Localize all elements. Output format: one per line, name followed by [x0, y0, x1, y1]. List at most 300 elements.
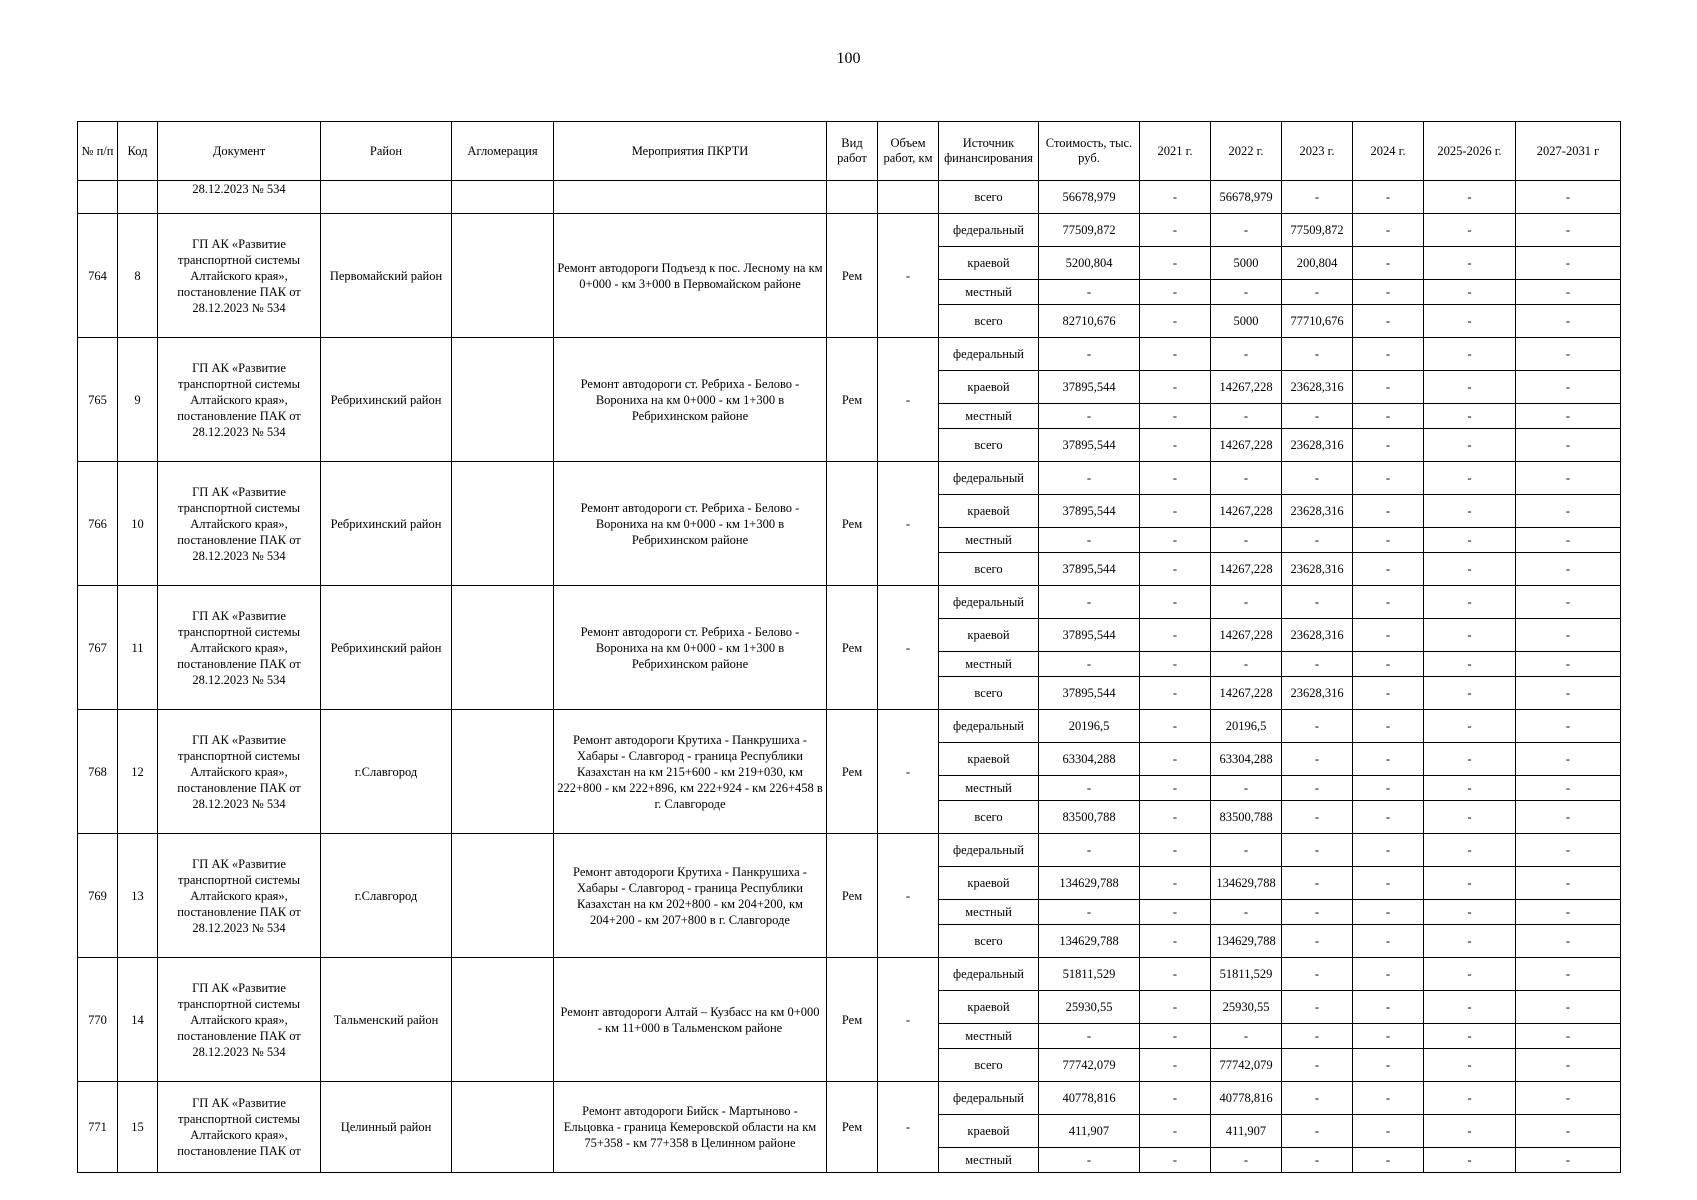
- volume-cell: -: [878, 462, 939, 586]
- cost-cell: 40778,816: [1039, 1082, 1140, 1115]
- y2025-2026-cell: -: [1424, 181, 1516, 214]
- table-row: [78, 586, 1621, 619]
- y2025-2026-cell: -: [1424, 743, 1516, 776]
- y2027-2031-cell: -: [1516, 429, 1621, 462]
- cost-cell: -: [1039, 652, 1140, 677]
- y2024-cell: -: [1353, 619, 1424, 652]
- y2023-cell: -: [1282, 652, 1353, 677]
- source-cell: федеральный: [939, 214, 1039, 247]
- volume-cell: -: [878, 1082, 939, 1173]
- y2025-2026-cell: -: [1424, 776, 1516, 801]
- y2024-cell: -: [1353, 495, 1424, 528]
- y2022-cell: -: [1211, 834, 1282, 867]
- source-cell: местный: [939, 776, 1039, 801]
- work-type-cell: [827, 181, 878, 214]
- work-type-cell: Рем: [827, 834, 878, 958]
- y2027-2031-cell: -: [1516, 834, 1621, 867]
- cost-cell: -: [1039, 776, 1140, 801]
- y2021-cell: -: [1140, 181, 1211, 214]
- y2023-cell: -: [1282, 586, 1353, 619]
- volume-cell: [878, 181, 939, 214]
- code-cell: 14: [118, 958, 158, 1082]
- cost-cell: 37895,544: [1039, 553, 1140, 586]
- y2023-cell: -: [1282, 1148, 1353, 1173]
- col-header-work-type: Вид работ: [827, 122, 878, 181]
- y2024-cell: -: [1353, 776, 1424, 801]
- y2021-cell: -: [1140, 677, 1211, 710]
- y2024-cell: -: [1353, 371, 1424, 404]
- col-header-code: Код: [118, 122, 158, 181]
- y2027-2031-cell: -: [1516, 958, 1621, 991]
- y2025-2026-cell: -: [1424, 214, 1516, 247]
- y2025-2026-cell: -: [1424, 586, 1516, 619]
- cost-cell: -: [1039, 280, 1140, 305]
- cost-cell: 51811,529: [1039, 958, 1140, 991]
- source-cell: всего: [939, 677, 1039, 710]
- code-cell: 15: [118, 1082, 158, 1173]
- y2025-2026-cell: -: [1424, 305, 1516, 338]
- y2022-cell: 14267,228: [1211, 371, 1282, 404]
- district-cell: Ребрихинский район: [321, 586, 452, 710]
- district-cell: Ребрихинский район: [321, 462, 452, 586]
- y2021-cell: -: [1140, 280, 1211, 305]
- agglomeration-cell: [452, 586, 554, 710]
- district-cell: г.Славгород: [321, 834, 452, 958]
- y2021-cell: -: [1140, 991, 1211, 1024]
- y2024-cell: -: [1353, 991, 1424, 1024]
- cost-cell: 25930,55: [1039, 991, 1140, 1024]
- y2027-2031-cell: -: [1516, 652, 1621, 677]
- col-header-source: Источник финансирования: [939, 122, 1039, 181]
- table-row: [78, 1082, 1621, 1115]
- num-cell: 767: [78, 586, 118, 710]
- y2025-2026-cell: -: [1424, 900, 1516, 925]
- y2021-cell: -: [1140, 958, 1211, 991]
- y2027-2031-cell: -: [1516, 619, 1621, 652]
- source-cell: местный: [939, 1024, 1039, 1049]
- cost-cell: -: [1039, 462, 1140, 495]
- y2023-cell: 23628,316: [1282, 495, 1353, 528]
- y2024-cell: -: [1353, 280, 1424, 305]
- cost-cell: 20196,5: [1039, 710, 1140, 743]
- y2021-cell: -: [1140, 404, 1211, 429]
- col-header-agglomeration: Агломерация: [452, 122, 554, 181]
- y2022-cell: 40778,816: [1211, 1082, 1282, 1115]
- y2024-cell: -: [1353, 652, 1424, 677]
- table-row: [78, 214, 1621, 247]
- source-cell: всего: [939, 429, 1039, 462]
- source-cell: федеральный: [939, 338, 1039, 371]
- y2022-cell: -: [1211, 1024, 1282, 1049]
- volume-cell: -: [878, 214, 939, 338]
- work-type-cell: Рем: [827, 462, 878, 586]
- y2021-cell: -: [1140, 925, 1211, 958]
- y2024-cell: -: [1353, 958, 1424, 991]
- y2022-cell: 56678,979: [1211, 181, 1282, 214]
- y2024-cell: -: [1353, 1049, 1424, 1082]
- y2023-cell: -: [1282, 991, 1353, 1024]
- y2021-cell: -: [1140, 652, 1211, 677]
- y2022-cell: -: [1211, 1148, 1282, 1173]
- source-cell: краевой: [939, 991, 1039, 1024]
- page-number: 100: [836, 50, 861, 67]
- y2024-cell: -: [1353, 429, 1424, 462]
- y2023-cell: 200,804: [1282, 247, 1353, 280]
- cost-cell: 37895,544: [1039, 677, 1140, 710]
- y2022-cell: 5000: [1211, 247, 1282, 280]
- source-cell: федеральный: [939, 834, 1039, 867]
- source-cell: всего: [939, 181, 1039, 214]
- col-header-measure: Мероприятия ПКРТИ: [554, 122, 827, 181]
- y2022-cell: 14267,228: [1211, 495, 1282, 528]
- source-cell: краевой: [939, 1115, 1039, 1148]
- y2025-2026-cell: -: [1424, 677, 1516, 710]
- y2025-2026-cell: -: [1424, 801, 1516, 834]
- y2027-2031-cell: -: [1516, 214, 1621, 247]
- y2027-2031-cell: -: [1516, 1148, 1621, 1173]
- source-cell: местный: [939, 900, 1039, 925]
- y2022-cell: -: [1211, 338, 1282, 371]
- district-cell: Ребрихинский район: [321, 338, 452, 462]
- num-cell: 766: [78, 462, 118, 586]
- y2021-cell: -: [1140, 429, 1211, 462]
- y2025-2026-cell: -: [1424, 495, 1516, 528]
- y2027-2031-cell: -: [1516, 247, 1621, 280]
- y2021-cell: -: [1140, 495, 1211, 528]
- cost-cell: -: [1039, 1024, 1140, 1049]
- work-type-cell: Рем: [827, 1082, 878, 1173]
- y2027-2031-cell: -: [1516, 743, 1621, 776]
- document-cell: ГП АК «Развитие транспортной системы Алтайского края», постановление ПАК от 28.12.2023 № 534: [158, 710, 321, 834]
- y2025-2026-cell: -: [1424, 528, 1516, 553]
- y2027-2031-cell: -: [1516, 181, 1621, 214]
- y2025-2026-cell: -: [1424, 1024, 1516, 1049]
- district-cell: Тальменский район: [321, 958, 452, 1082]
- measure-cell: Ремонт автодороги ст. Ребриха - Белово - Ворониха на км 0+000 - км 1+300 в Ребрихинском районе: [554, 338, 827, 462]
- y2025-2026-cell: -: [1424, 280, 1516, 305]
- measure-cell: Ремонт автодороги Подъезд к пос. Лесному на км 0+000 - км 3+000 в Первомайском районе: [554, 214, 827, 338]
- y2023-cell: -: [1282, 867, 1353, 900]
- y2022-cell: 5000: [1211, 305, 1282, 338]
- y2022-cell: 77742,079: [1211, 1049, 1282, 1082]
- y2023-cell: -: [1282, 1115, 1353, 1148]
- y2022-cell: -: [1211, 776, 1282, 801]
- y2024-cell: -: [1353, 586, 1424, 619]
- source-cell: краевой: [939, 867, 1039, 900]
- y2023-cell: -: [1282, 462, 1353, 495]
- volume-cell: -: [878, 338, 939, 462]
- table-row: [78, 462, 1621, 495]
- measure-cell: Ремонт автодороги Бийск - Мартыново - Ельцовка - граница Кемеровской области на км 75+358 - км 77+358 в Целинном районе: [554, 1082, 827, 1173]
- source-cell: федеральный: [939, 958, 1039, 991]
- source-cell: краевой: [939, 619, 1039, 652]
- y2025-2026-cell: -: [1424, 1148, 1516, 1173]
- y2027-2031-cell: -: [1516, 1024, 1621, 1049]
- y2022-cell: -: [1211, 652, 1282, 677]
- y2027-2031-cell: -: [1516, 677, 1621, 710]
- source-cell: краевой: [939, 495, 1039, 528]
- col-header-cost: Стоимость, тыс. руб.: [1039, 122, 1140, 181]
- cost-cell: 134629,788: [1039, 925, 1140, 958]
- code-cell: 9: [118, 338, 158, 462]
- y2024-cell: -: [1353, 247, 1424, 280]
- y2021-cell: -: [1140, 214, 1211, 247]
- source-cell: всего: [939, 801, 1039, 834]
- y2023-cell: 23628,316: [1282, 677, 1353, 710]
- y2024-cell: -: [1353, 404, 1424, 429]
- work-type-cell: Рем: [827, 586, 878, 710]
- y2023-cell: -: [1282, 801, 1353, 834]
- code-cell: 11: [118, 586, 158, 710]
- measure-cell: Ремонт автодороги Крутиха - Панкрушиха - Хабары - Славгород - граница Республики Казахстан на км 202+800 - км 204+200, км 204+200 - км 207+800 в г. Славгороде: [554, 834, 827, 958]
- col-header-district: Район: [321, 122, 452, 181]
- y2021-cell: -: [1140, 1148, 1211, 1173]
- y2027-2031-cell: -: [1516, 776, 1621, 801]
- agglomeration-cell: [452, 958, 554, 1082]
- y2022-cell: 25930,55: [1211, 991, 1282, 1024]
- y2021-cell: -: [1140, 710, 1211, 743]
- district-cell: Целинный район: [321, 1082, 452, 1173]
- y2024-cell: -: [1353, 867, 1424, 900]
- num-cell: 771: [78, 1082, 118, 1173]
- document-cell: 28.12.2023 № 534: [158, 181, 321, 214]
- measure-cell: Ремонт автодороги ст. Ребриха - Белово - Ворониха на км 0+000 - км 1+300 в Ребрихинском районе: [554, 586, 827, 710]
- y2025-2026-cell: -: [1424, 619, 1516, 652]
- work-type-cell: Рем: [827, 338, 878, 462]
- y2027-2031-cell: -: [1516, 991, 1621, 1024]
- y2024-cell: -: [1353, 925, 1424, 958]
- y2023-cell: 77509,872: [1282, 214, 1353, 247]
- y2021-cell: -: [1140, 586, 1211, 619]
- y2022-cell: -: [1211, 528, 1282, 553]
- y2024-cell: -: [1353, 214, 1424, 247]
- y2022-cell: 14267,228: [1211, 677, 1282, 710]
- y2021-cell: -: [1140, 1024, 1211, 1049]
- y2024-cell: -: [1353, 900, 1424, 925]
- y2024-cell: -: [1353, 834, 1424, 867]
- y2027-2031-cell: -: [1516, 801, 1621, 834]
- y2024-cell: -: [1353, 677, 1424, 710]
- cost-cell: 56678,979: [1039, 181, 1140, 214]
- y2021-cell: -: [1140, 1115, 1211, 1148]
- y2022-cell: 134629,788: [1211, 867, 1282, 900]
- source-cell: местный: [939, 404, 1039, 429]
- y2027-2031-cell: -: [1516, 1049, 1621, 1082]
- table-row: [78, 834, 1621, 867]
- y2021-cell: -: [1140, 834, 1211, 867]
- table-row: [78, 338, 1621, 371]
- measure-cell: Ремонт автодороги Крутиха - Панкрушиха - Хабары - Славгород - граница Республики Казахстан на км 215+600 - км 219+030, км 222+800 - км 222+896, км 222+924 - км 226+458 в г. Славгороде: [554, 710, 827, 834]
- y2022-cell: -: [1211, 214, 1282, 247]
- cost-cell: 83500,788: [1039, 801, 1140, 834]
- y2027-2031-cell: -: [1516, 1082, 1621, 1115]
- source-cell: федеральный: [939, 586, 1039, 619]
- cost-cell: -: [1039, 528, 1140, 553]
- cost-cell: -: [1039, 900, 1140, 925]
- y2023-cell: -: [1282, 900, 1353, 925]
- document-cell: ГП АК «Развитие транспортной системы Алтайского края», постановление ПАК от 28.12.2023 № 534: [158, 214, 321, 338]
- agglomeration-cell: [452, 1082, 554, 1173]
- y2023-cell: -: [1282, 528, 1353, 553]
- y2021-cell: -: [1140, 743, 1211, 776]
- y2023-cell: -: [1282, 1024, 1353, 1049]
- y2021-cell: -: [1140, 371, 1211, 404]
- agglomeration-cell: [452, 214, 554, 338]
- document-cell: ГП АК «Развитие транспортной системы Алтайского края», постановление ПАК от: [158, 1082, 321, 1173]
- district-cell: Первомайский район: [321, 214, 452, 338]
- cost-cell: 5200,804: [1039, 247, 1140, 280]
- code-cell: 13: [118, 834, 158, 958]
- y2021-cell: -: [1140, 528, 1211, 553]
- y2027-2031-cell: -: [1516, 586, 1621, 619]
- y2027-2031-cell: -: [1516, 528, 1621, 553]
- source-cell: местный: [939, 280, 1039, 305]
- col-header-2024: 2024 г.: [1353, 122, 1424, 181]
- y2027-2031-cell: -: [1516, 495, 1621, 528]
- y2024-cell: -: [1353, 1115, 1424, 1148]
- volume-cell: -: [878, 958, 939, 1082]
- y2022-cell: 411,907: [1211, 1115, 1282, 1148]
- cost-cell: -: [1039, 1148, 1140, 1173]
- y2022-cell: -: [1211, 462, 1282, 495]
- y2024-cell: -: [1353, 1024, 1424, 1049]
- y2024-cell: -: [1353, 1148, 1424, 1173]
- work-type-cell: Рем: [827, 958, 878, 1082]
- y2022-cell: -: [1211, 404, 1282, 429]
- y2025-2026-cell: -: [1424, 958, 1516, 991]
- y2021-cell: -: [1140, 1049, 1211, 1082]
- y2023-cell: -: [1282, 743, 1353, 776]
- y2027-2031-cell: -: [1516, 925, 1621, 958]
- num-cell: 768: [78, 710, 118, 834]
- y2023-cell: -: [1282, 181, 1353, 214]
- code-cell: 8: [118, 214, 158, 338]
- y2022-cell: 20196,5: [1211, 710, 1282, 743]
- cost-cell: -: [1039, 834, 1140, 867]
- y2023-cell: 77710,676: [1282, 305, 1353, 338]
- cost-cell: 134629,788: [1039, 867, 1140, 900]
- y2023-cell: 23628,316: [1282, 429, 1353, 462]
- cost-cell: -: [1039, 404, 1140, 429]
- cost-cell: 37895,544: [1039, 429, 1140, 462]
- y2023-cell: -: [1282, 1049, 1353, 1082]
- num-cell: 770: [78, 958, 118, 1082]
- y2027-2031-cell: -: [1516, 867, 1621, 900]
- code-cell: 10: [118, 462, 158, 586]
- source-cell: федеральный: [939, 710, 1039, 743]
- col-header-volume: Объем работ, км: [878, 122, 939, 181]
- program-table: [77, 121, 1621, 1173]
- work-type-cell: Рем: [827, 710, 878, 834]
- y2024-cell: -: [1353, 528, 1424, 553]
- source-cell: федеральный: [939, 1082, 1039, 1115]
- y2021-cell: -: [1140, 338, 1211, 371]
- y2025-2026-cell: -: [1424, 991, 1516, 1024]
- y2025-2026-cell: -: [1424, 925, 1516, 958]
- y2025-2026-cell: -: [1424, 338, 1516, 371]
- cost-cell: 77742,079: [1039, 1049, 1140, 1082]
- col-header-2027-2031: 2027-2031 г: [1516, 122, 1621, 181]
- volume-cell: -: [878, 586, 939, 710]
- y2023-cell: -: [1282, 958, 1353, 991]
- y2025-2026-cell: -: [1424, 371, 1516, 404]
- volume-cell: -: [878, 834, 939, 958]
- y2023-cell: 23628,316: [1282, 553, 1353, 586]
- source-cell: краевой: [939, 743, 1039, 776]
- y2024-cell: -: [1353, 462, 1424, 495]
- measure-cell: [554, 181, 827, 214]
- y2023-cell: -: [1282, 280, 1353, 305]
- cost-cell: 37895,544: [1039, 495, 1140, 528]
- y2023-cell: -: [1282, 1082, 1353, 1115]
- y2021-cell: -: [1140, 867, 1211, 900]
- y2024-cell: -: [1353, 710, 1424, 743]
- y2023-cell: -: [1282, 925, 1353, 958]
- y2025-2026-cell: -: [1424, 553, 1516, 586]
- measure-cell: Ремонт автодороги Алтай – Кузбасс на км 0+000 - км 11+000 в Тальменском районе: [554, 958, 827, 1082]
- y2022-cell: 14267,228: [1211, 553, 1282, 586]
- y2022-cell: 63304,288: [1211, 743, 1282, 776]
- agglomeration-cell: [452, 834, 554, 958]
- y2022-cell: 14267,228: [1211, 429, 1282, 462]
- header-row: [78, 122, 1621, 181]
- y2022-cell: 51811,529: [1211, 958, 1282, 991]
- y2024-cell: -: [1353, 743, 1424, 776]
- y2021-cell: -: [1140, 619, 1211, 652]
- col-header-num: № п/п: [78, 122, 118, 181]
- y2024-cell: -: [1353, 181, 1424, 214]
- table-row: [78, 710, 1621, 743]
- document-cell: ГП АК «Развитие транспортной системы Алтайского края», постановление ПАК от 28.12.2023 № 534: [158, 834, 321, 958]
- source-cell: федеральный: [939, 462, 1039, 495]
- cost-cell: 37895,544: [1039, 371, 1140, 404]
- district-cell: г.Славгород: [321, 710, 452, 834]
- y2022-cell: -: [1211, 586, 1282, 619]
- y2027-2031-cell: -: [1516, 280, 1621, 305]
- document-cell: ГП АК «Развитие транспортной системы Алтайского края», постановление ПАК от 28.12.2023 № 534: [158, 958, 321, 1082]
- cost-cell: 411,907: [1039, 1115, 1140, 1148]
- y2027-2031-cell: -: [1516, 305, 1621, 338]
- y2023-cell: 23628,316: [1282, 371, 1353, 404]
- y2021-cell: -: [1140, 247, 1211, 280]
- y2022-cell: 83500,788: [1211, 801, 1282, 834]
- source-cell: краевой: [939, 247, 1039, 280]
- y2021-cell: -: [1140, 462, 1211, 495]
- y2021-cell: -: [1140, 801, 1211, 834]
- y2027-2031-cell: -: [1516, 900, 1621, 925]
- y2027-2031-cell: -: [1516, 1115, 1621, 1148]
- source-cell: местный: [939, 528, 1039, 553]
- source-cell: местный: [939, 1148, 1039, 1173]
- document-cell: ГП АК «Развитие транспортной системы Алтайского края», постановление ПАК от 28.12.2023 № 534: [158, 338, 321, 462]
- y2023-cell: -: [1282, 404, 1353, 429]
- source-cell: краевой: [939, 371, 1039, 404]
- col-header-2022: 2022 г.: [1211, 122, 1282, 181]
- agglomeration-cell: [452, 710, 554, 834]
- y2027-2031-cell: -: [1516, 462, 1621, 495]
- y2025-2026-cell: -: [1424, 867, 1516, 900]
- col-header-2025-2026: 2025-2026 г.: [1424, 122, 1516, 181]
- y2024-cell: -: [1353, 305, 1424, 338]
- y2024-cell: -: [1353, 1082, 1424, 1115]
- y2027-2031-cell: -: [1516, 553, 1621, 586]
- source-cell: всего: [939, 925, 1039, 958]
- cost-cell: -: [1039, 338, 1140, 371]
- document-cell: ГП АК «Развитие транспортной системы Алтайского края», постановление ПАК от 28.12.2023 № 534: [158, 462, 321, 586]
- col-header-2023: 2023 г.: [1282, 122, 1353, 181]
- y2023-cell: -: [1282, 776, 1353, 801]
- source-cell: местный: [939, 652, 1039, 677]
